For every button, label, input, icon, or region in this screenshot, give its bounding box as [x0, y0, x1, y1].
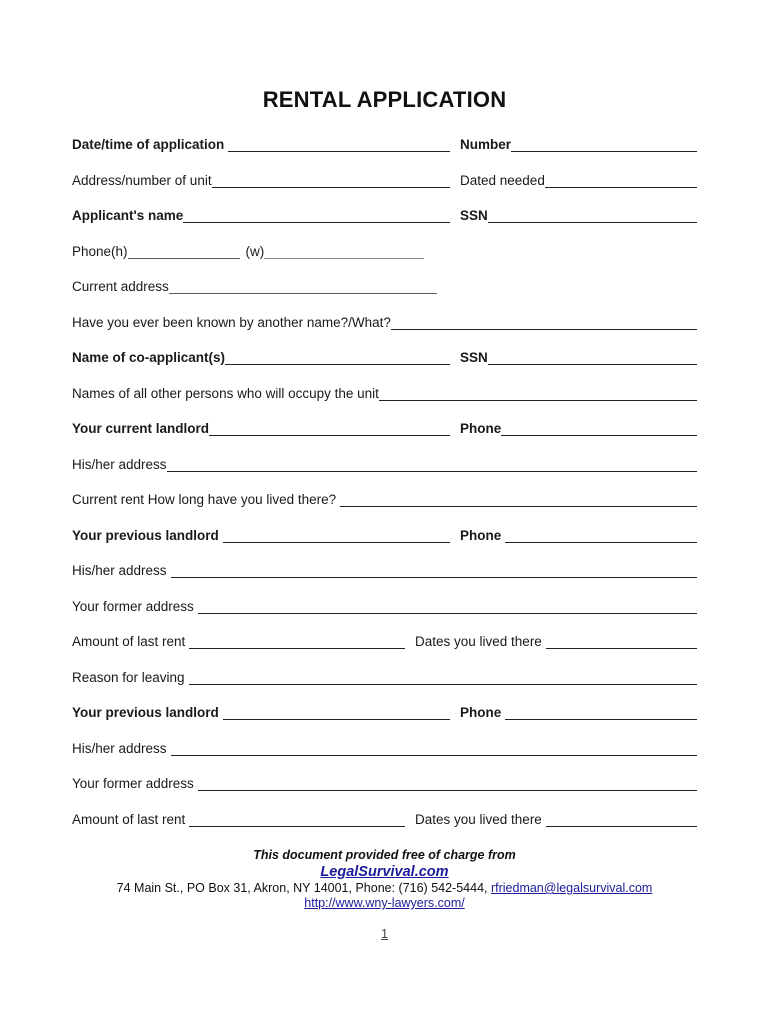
footer-provided-text: This document provided free of charge from [253, 848, 516, 862]
co-applicant-label: Name of co-applicant(s) [72, 350, 226, 365]
other-name-label: Have you ever been known by another name?/What? [72, 314, 391, 330]
phone-home-label: Phone(h) [72, 243, 128, 259]
form-row-address-dated [72, 173, 697, 189]
applicant-name-blank[interactable] [183, 221, 450, 223]
current-landlord-phone-label: Phone [460, 421, 502, 436]
form-row-previous-landlord-address-1 [72, 563, 697, 579]
date-time-blank[interactable] [228, 150, 450, 152]
co-applicant-ssn-blank[interactable] [488, 363, 697, 365]
form-row-current-address [72, 279, 697, 295]
last-rent-blank[interactable] [189, 647, 405, 649]
form-row-former-address-1 [72, 599, 697, 615]
address-unit-label: Address/number of unit [72, 172, 212, 188]
former-address-2-blank[interactable] [198, 789, 697, 791]
number-blank[interactable] [511, 150, 697, 152]
phone-home-blank[interactable] [128, 257, 240, 259]
other-name-blank[interactable] [391, 328, 697, 330]
form-row-former-address-2 [72, 776, 697, 792]
ssn-label: SSN [460, 208, 488, 223]
form-row-phones [72, 244, 697, 260]
form-row-previous-landlord-2 [72, 705, 697, 721]
current-landlord-phone-blank[interactable] [501, 434, 697, 436]
ssn-blank[interactable] [488, 221, 697, 223]
form-row-other-name [72, 315, 697, 331]
form-row-previous-landlord-address-2 [72, 741, 697, 757]
previous-landlord-phone-label: Phone [460, 527, 502, 543]
form-row-last-rent-2 [72, 812, 697, 828]
form-row-date-number [72, 137, 697, 153]
former-address-2-label: Your former address [72, 776, 194, 791]
form-row-occupants [72, 386, 697, 402]
current-address-blank[interactable] [169, 292, 437, 294]
last-rent-2-label: Amount of last rent [72, 811, 186, 827]
page-title: RENTAL APPLICATION [262, 87, 507, 112]
reason-leaving-blank[interactable] [189, 683, 697, 685]
dates-lived-blank[interactable] [546, 647, 697, 649]
footer-address-text: 74 Main St., PO Box 31, Akron, NY 14001, Phone: (716) 542-5444, [116, 881, 491, 895]
previous-landlord-2-address-blank[interactable] [171, 754, 697, 756]
current-address-label: Current address [72, 279, 169, 294]
current-landlord-address-blank[interactable] [167, 470, 697, 472]
former-address-label: Your former address [72, 598, 194, 614]
form-row-current-rent [72, 492, 697, 508]
dates-lived-2-blank[interactable] [546, 825, 697, 827]
previous-landlord-2-phone-blank[interactable] [505, 718, 697, 720]
dated-needed-blank[interactable] [545, 186, 697, 188]
last-rent-label: Amount of last rent [72, 634, 186, 649]
phone-work-blank[interactable] [264, 257, 424, 259]
previous-landlord-phone-blank[interactable] [505, 541, 697, 543]
previous-landlord-2-label: Your previous landlord [72, 705, 219, 720]
page-number: 1 [380, 926, 389, 941]
date-time-label: Date/time of application [72, 137, 225, 152]
dated-needed-label: Dated needed [460, 172, 545, 188]
form-row-current-landlord-address [72, 457, 697, 473]
dates-lived-2-label: Dates you lived there [415, 811, 542, 827]
previous-landlord-address-blank[interactable] [171, 576, 697, 578]
other-occupants-label: Names of all other persons who will occupy the unit [72, 385, 379, 401]
address-unit-blank[interactable] [212, 186, 450, 188]
previous-landlord-blank[interactable] [223, 541, 450, 543]
current-rent-duration-blank[interactable] [340, 505, 697, 507]
co-applicant-blank[interactable] [225, 363, 450, 365]
form-row-coapplicant-ssn [72, 350, 697, 366]
form-row-last-rent-1 [72, 634, 697, 650]
rental-application-form [72, 137, 697, 828]
applicant-name-label: Applicant's name [72, 208, 184, 223]
previous-landlord-2-blank[interactable] [223, 718, 450, 720]
previous-landlord-address-label: His/her address [72, 563, 167, 578]
current-landlord-address-label: His/her address [72, 456, 167, 472]
co-applicant-ssn-label: SSN [460, 350, 488, 365]
current-rent-duration-label: Current rent How long have you lived there? [72, 492, 337, 507]
current-landlord-label: Your current landlord [72, 421, 210, 436]
previous-landlord-label: Your previous landlord [72, 527, 219, 543]
number-label: Number [460, 137, 512, 152]
current-landlord-blank[interactable] [209, 434, 450, 436]
reason-leaving-label: Reason for leaving [72, 669, 185, 685]
form-row-previous-landlord-1 [72, 528, 697, 544]
other-occupants-blank[interactable] [379, 399, 697, 401]
document-footer [72, 847, 697, 911]
dates-lived-label: Dates you lived there [415, 634, 542, 649]
email-link[interactable]: rfriedman@legalsurvival.com [490, 881, 653, 895]
last-rent-2-blank[interactable] [189, 825, 405, 827]
form-row-reason-leaving [72, 670, 697, 686]
former-address-blank[interactable] [198, 612, 697, 614]
phone-work-label: (w) [245, 243, 265, 259]
form-row-applicant-ssn [72, 208, 697, 224]
previous-landlord-2-address-label: His/her address [72, 740, 167, 756]
wny-lawyers-link[interactable]: http://www.wny-lawyers.com/ [304, 896, 465, 910]
form-row-current-landlord [72, 421, 697, 437]
previous-landlord-2-phone-label: Phone [460, 705, 502, 720]
legalsurvival-link[interactable]: LegalSurvival.com [320, 864, 449, 880]
